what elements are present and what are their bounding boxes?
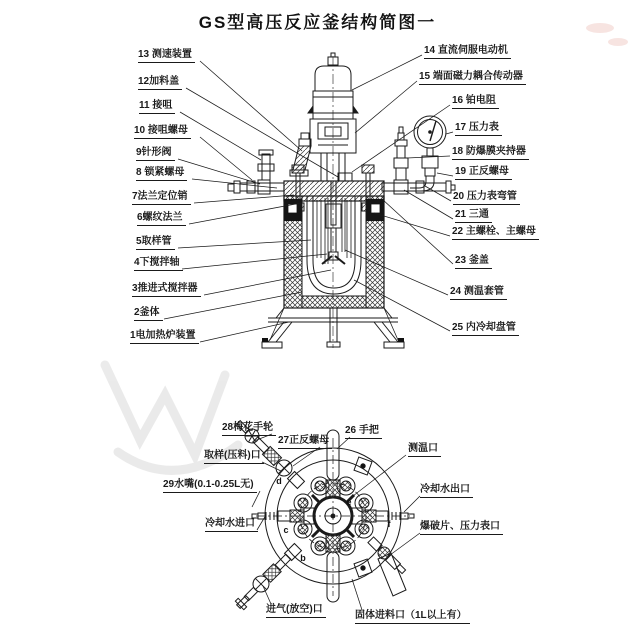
part-label-13-speed-device: 13 测速装置 <box>138 49 195 63</box>
part-label-12-feed-cover: 12加料盖 <box>138 76 182 90</box>
page-title: GS型高压反应釜结构简图一 <box>198 13 437 32</box>
label-cooling-water-out: 冷却水出口 <box>420 484 473 498</box>
part-label-7-flange-pin: 7法兰定位销 <box>132 191 191 205</box>
part-label-3-propeller: 3推进式搅拌器 <box>132 283 201 297</box>
part-label-10-nozzle-nut: 10 接咀螺母 <box>134 125 191 139</box>
part-label-5-sampling-tube: 5取样管 <box>136 236 175 250</box>
solid-feed-flap <box>378 553 406 596</box>
part-label-24-thermowell: 24 测温套管 <box>450 286 507 300</box>
part-label-23-vessel-lid: 23 釜盖 <box>455 255 492 269</box>
label-27-locknut: 27正反螺母 <box>278 435 332 449</box>
left-pipe-needle-valve <box>228 150 284 194</box>
part-label-17-pressure-gauge: 17 压力表 <box>455 122 502 136</box>
label-burst-disc-port: 爆破片、压力表口 <box>420 521 503 535</box>
part-label-11-nozzle: 11 接咀 <box>139 100 175 114</box>
part-label-14-dc-servo-motor: 14 直流伺服电动机 <box>424 45 511 59</box>
part-label-1-heating-furnace: 1电加热炉装置 <box>130 330 199 344</box>
part-label-8-lock-nut: 8 锁紧螺母 <box>136 167 187 181</box>
part-label-2-vessel-body: 2釜体 <box>134 307 163 321</box>
part-label-4-lower-shaft: 4下搅拌轴 <box>134 257 183 271</box>
label-gas-vent-port: 进气(放空)口 <box>266 604 326 618</box>
port-letter-d: d <box>276 476 282 486</box>
label-temp-port: 测温口 <box>408 443 441 457</box>
scan-smudge <box>586 23 628 46</box>
port-letter-f: f <box>387 519 391 529</box>
part-label-21-tee: 21 三通 <box>455 209 492 223</box>
port-letter-e: e <box>346 497 352 507</box>
port-letter-b: b <box>300 553 306 563</box>
label-solid-feed-port: 固体进料口（1L以上有） <box>355 610 470 624</box>
part-label-6-threaded-flange: 6螺纹法兰 <box>137 212 186 226</box>
part-label-19-locknut: 19 正反螺母 <box>455 166 512 180</box>
part-label-25-cooling-coil: 25 内冷却盘管 <box>452 322 519 336</box>
port-letter-c: c <box>283 525 289 535</box>
part-label-15-magnetic-drive: 15 端面磁力耦合传动器 <box>419 71 526 85</box>
label-28-plum-handwheel: 28梅花手轮 <box>222 422 276 436</box>
label-sampling-port: 取样(压料)口 <box>204 450 264 464</box>
label-26-handle: 26 手把 <box>345 425 382 439</box>
pressure-gauge <box>410 116 446 191</box>
part-label-16-pt-resistor: 16 铂电阻 <box>452 95 499 109</box>
part-label-9-needle-valve: 9针形阀 <box>136 147 175 161</box>
label-cooling-water-in: 冷却水进口 <box>205 518 258 532</box>
sectional-view-drawing <box>164 53 455 348</box>
part-label-18-burst-disc-holder: 18 防爆膜夹持器 <box>452 146 529 160</box>
part-label-20-gauge-bend-pipe: 20 压力表弯管 <box>453 191 520 205</box>
label-29-water-nozzle: 29水嘴(0.1-0.25L无) <box>163 479 257 493</box>
part-label-22-main-bolts: 22 主螺栓、主螺母 <box>452 226 539 240</box>
